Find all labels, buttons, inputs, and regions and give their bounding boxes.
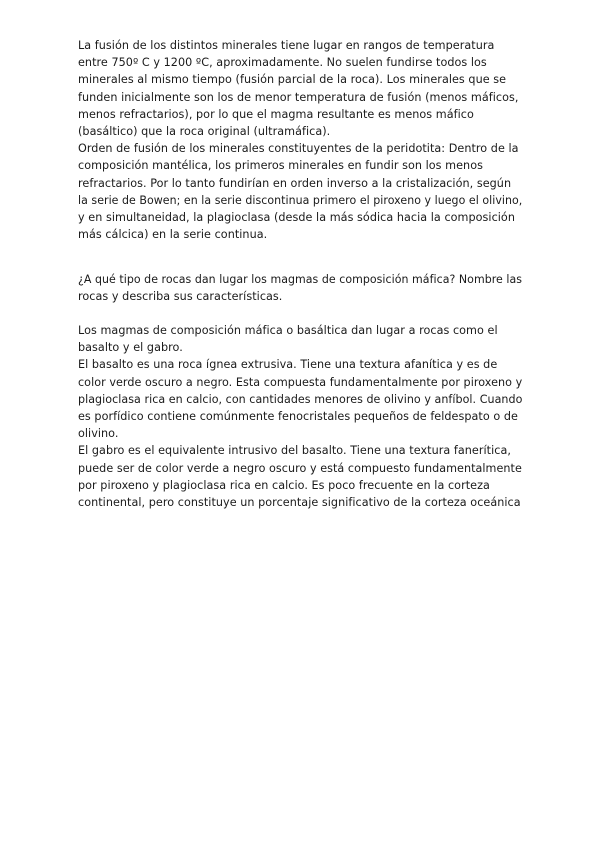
text-line: menos refractarios), por lo que el magma resultante es menos máfico bbox=[78, 107, 474, 121]
text-line: El gabro es el equivalente intrusivo del basalto. Tiene una textura fanerítica, bbox=[78, 444, 511, 458]
text-line: y en simultaneidad, la plagioclasa (desde la más sódica hacia la composición bbox=[78, 211, 515, 225]
text-line: refractarios. Por lo tanto fundirían en orden inverso a la cristalización, según bbox=[78, 176, 512, 190]
text-line: funden inicialmente son los de menor temperatura de fusión (menos máficos, bbox=[78, 90, 519, 104]
text-line: Los magmas de composición máfica o basáltica dan lugar a rocas como el bbox=[78, 324, 498, 337]
text-line: plagioclasa rica en calcio, con cantidades menores de olivino y anfíbol. Cuando bbox=[78, 392, 523, 406]
text-line: composición mantélica, los primeros minerales en fundir son los menos bbox=[78, 159, 483, 173]
text-line: ¿A qué tipo de rocas dan lugar los magmas de composición máfica? Nombre las bbox=[78, 273, 523, 286]
text-line: la serie de Bowen; en la serie discontinua primero el piroxeno y luego el olivino, bbox=[78, 193, 523, 207]
question-paragraph bbox=[78, 271, 522, 305]
intro-paragraph bbox=[78, 37, 522, 243]
text-line: basalto y el gabro. bbox=[78, 341, 183, 355]
text-line: (basáltico) que la roca original (ultramáfica). bbox=[78, 125, 331, 139]
text-line: La fusión de los distintos minerales tiene lugar en rangos de temperatura bbox=[78, 39, 495, 52]
text-line: más cálcica) en la serie continua. bbox=[78, 228, 268, 242]
answer-paragraph bbox=[78, 322, 522, 511]
text-line: color verde oscuro a negro. Esta compuesta fundamentalmente por piroxeno y bbox=[78, 375, 523, 389]
text-line: El basalto es una roca ígnea extrusiva. Tiene una textura afanítica y es de bbox=[78, 358, 498, 372]
text-line: Orden de fusión de los minerales constituyentes de la peridotita: Dentro de la bbox=[78, 142, 519, 156]
text-line: es porfídico contiene comúnmente fenocristales pequeños de feldespato o de bbox=[78, 410, 518, 424]
text-line: minerales al mismo tiempo (fusión parcial de la roca). Los minerales que se bbox=[78, 73, 507, 87]
text-line: rocas y describa sus características. bbox=[78, 290, 283, 304]
text-line: puede ser de color verde a negro oscuro y está compuesto fundamentalmente bbox=[78, 461, 522, 475]
text-line: por piroxeno y plagioclasa rica en calcio. Es poco frecuente en la corteza bbox=[78, 478, 490, 492]
text-line: entre 750º C y 1200 ºC, aproximadamente. No suelen fundirse todos los bbox=[78, 56, 487, 70]
text-line: olivino. bbox=[78, 427, 119, 441]
text-line: continental, pero constituye un porcentaje significativo de la corteza oceánica bbox=[78, 496, 521, 510]
